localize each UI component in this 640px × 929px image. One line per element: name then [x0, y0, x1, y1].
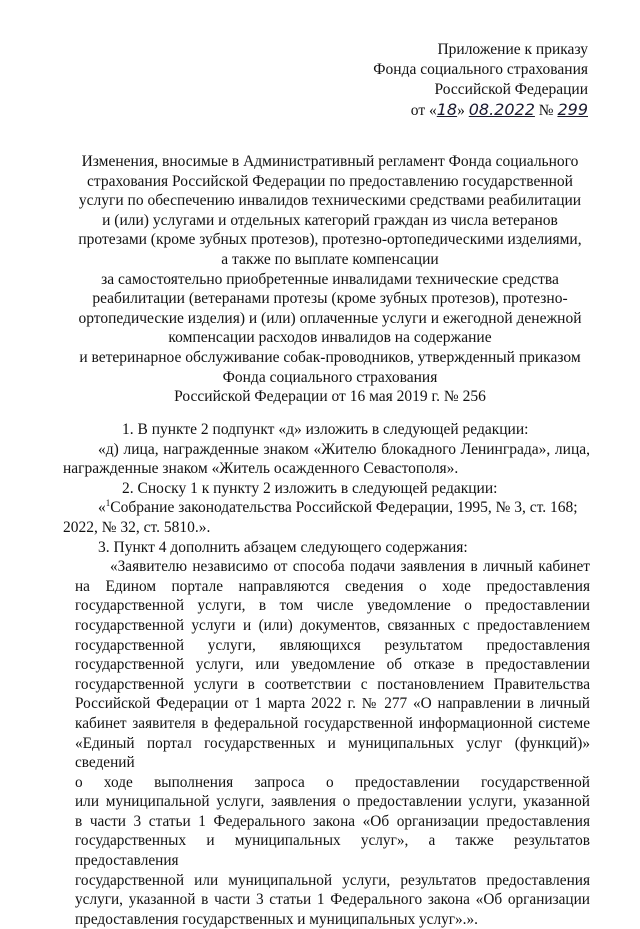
title-line: ортопедические изделия) и (или) оплаченные услуги и ежегодной денежной — [78, 309, 582, 327]
paragraph-line: Российской Федерации от 1 марта 2022 г. № 277 «О направлении в личный — [75, 695, 590, 713]
paragraph-line: государственной услуги в соответствии с постановлением Правительства — [75, 675, 590, 693]
paragraph-line: в части 3 статьи 1 Федерального закона «Об организации предоставления — [75, 812, 590, 830]
item-1 — [122, 420, 590, 440]
paragraph-line: государственной услуги, в том числе уведомление о предоставлении — [75, 597, 590, 615]
paragraph-line: «Единый портал государственных и муниципальных услуг (функций)» сведений — [75, 734, 590, 772]
date-mid: » — [457, 102, 465, 119]
attachment-date-line — [328, 100, 588, 121]
item-2-footnote — [63, 498, 590, 537]
number-label: № — [538, 102, 554, 119]
number-value: 299 — [557, 100, 588, 119]
item-1-quote — [63, 440, 590, 479]
title-line: Российской Федерации от 16 мая 2019 г. № 256 — [174, 388, 486, 406]
title-line: и (или) услугами и отдельных категорий граждан из числа ветеранов — [102, 211, 558, 229]
paragraph-line: государственной услуги, или уведомление об отказе в предоставлении — [75, 656, 590, 674]
item-1-quote-line-a: «д) лица, награжденные знаком «Жителю блокадного Ленинграда», лица, — [98, 440, 590, 458]
paragraph-line: предоставления государственных и муниципальных услуг».». — [75, 910, 478, 928]
paragraph-line: государственной или муниципальной услуги, результатов предоставления — [75, 871, 590, 889]
date-rest: 08.2022 — [468, 100, 535, 119]
title-line: услуги по обеспечению инвалидов техническими средствами реабилитации — [78, 192, 582, 210]
item-2-text: 2. Сноску 1 к пункту 2 изложить в следующей редакции: — [122, 479, 498, 497]
item-1-text: 1. В пункте 2 подпункт «д» изложить в следующей редакции: — [122, 421, 529, 438]
item-1-quote-line-b: награжденные знаком «Житель осажденного Севастополя». — [63, 460, 459, 478]
paragraph-line: государственной услуги и (или) документов, связанных с предоставлением — [75, 616, 590, 634]
title-line: страхования Российской Федерации по предоставлению государственной — [87, 172, 573, 190]
footnote-text: Собрание законодательства Российской Федерации, 1995, № 3, ст. 168; — [110, 499, 578, 517]
attachment-line-1: Приложение к приказу — [437, 41, 588, 58]
title-line: компенсации расходов инвалидов на содержание — [168, 329, 492, 347]
attachment-header — [328, 40, 588, 121]
paragraph-line: на Едином портале направляются сведения о ходе предоставления — [75, 577, 590, 595]
title-line: Фонда социального страхования — [222, 368, 438, 386]
paragraph-line: «Заявителю независимо от способа подачи заявления в личный кабинет — [110, 558, 590, 576]
footnote-marker: 1 — [105, 498, 111, 509]
paragraph-line: государственной услуги, являющихся результатом предоставления — [75, 636, 590, 654]
paragraph-line: или муниципальной услуги, заявления о предоставлении услуги, указанной — [75, 793, 590, 811]
date-day: 18 — [436, 100, 458, 119]
item-3-text: 3. Пункт 4 дополнить абзацем следующего содержания: — [98, 538, 468, 556]
paragraph-line: услуги, указанной в части 3 статьи 1 Федерального закона «Об организации — [75, 891, 590, 909]
title-line: Изменения, вносимые в Административный регламент Фонда социального — [81, 153, 579, 170]
date-prefix: от « — [410, 102, 437, 119]
title-line: и ветеринарное обслуживание собак-проводников, утвержденный приказом — [79, 348, 581, 366]
attachment-line-2: Фонда социального страхования — [373, 61, 588, 78]
item-2-footnote-line-a — [63, 498, 590, 518]
title-line: протезами (кроме зубных протезов), протезно-ортопедическими изделиями, — [78, 231, 582, 249]
paragraph-line: государственных и муниципальных услуг», а также результатов предоставления — [75, 832, 590, 870]
title-line: реабилитации (ветеранами протезы (кроме зубных протезов), протезно- — [92, 290, 568, 308]
document-body — [63, 420, 590, 929]
item-3 — [98, 538, 590, 558]
paragraph-line: о ходе выполнения запроса о предоставлении государственной — [75, 773, 590, 791]
paragraph-line: кабинет заявителя в федеральной государственной информационной системе — [75, 714, 590, 732]
item-3-paragraph — [75, 557, 590, 929]
attachment-line-3: Российской Федерации — [434, 81, 588, 98]
document-title — [60, 152, 600, 407]
item-2-footnote-line-b: 2022, № 32, ст. 5810.». — [63, 518, 211, 536]
title-line: за самостоятельно приобретенные инвалидами технические средства — [101, 270, 559, 288]
title-line: а также по выплате компенсации — [221, 250, 439, 268]
item-2 — [122, 479, 590, 499]
footnote-open-quote: « — [98, 499, 106, 517]
